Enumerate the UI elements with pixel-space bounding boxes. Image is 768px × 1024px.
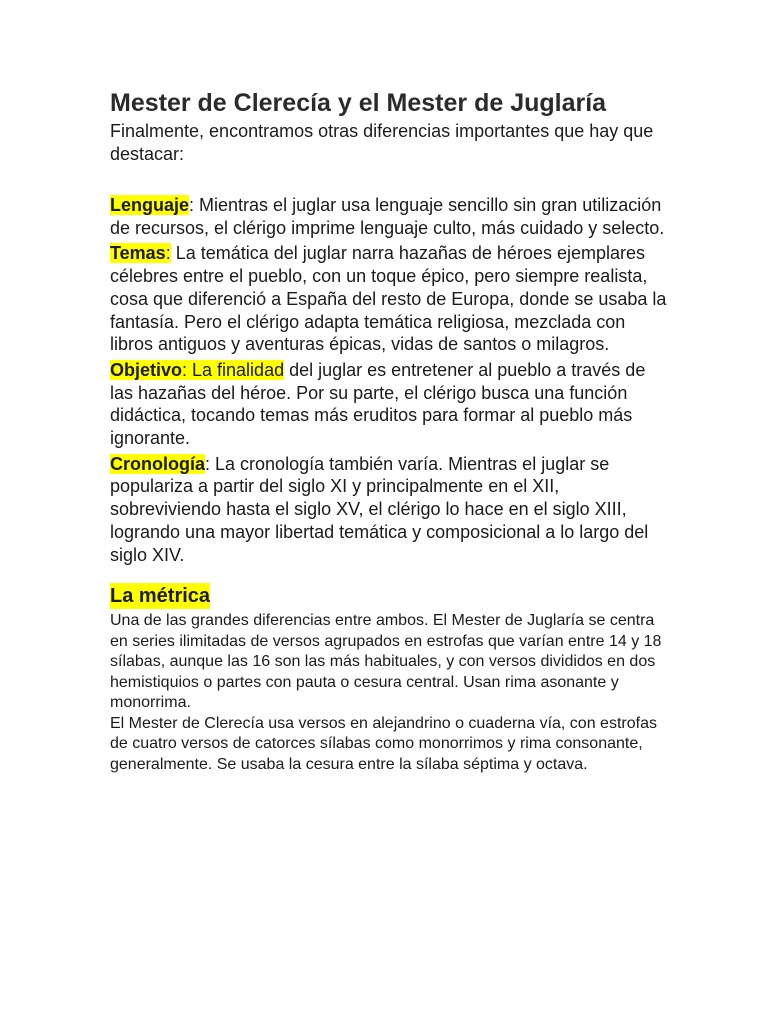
section-objetivo bbox=[110, 359, 670, 450]
term-lenguaje: Lenguaje bbox=[110, 195, 190, 215]
section-lenguaje bbox=[110, 194, 670, 239]
term-temas: Temas bbox=[110, 243, 166, 264]
separator-objetivo: : La finalidad bbox=[182, 359, 285, 380]
text-lenguaje: Mientras el juglar usa lenguaje sencillo sin gran utilización de recursos, el clérigo imprime lenguaje culto, más cuidado y selecto. bbox=[110, 195, 665, 238]
term-objetivo: Objetivo bbox=[110, 359, 183, 380]
metrica-paragraph-clerecia: El Mester de Clerecía usa versos en alejandrino o cuaderna vía, con estrofas de cuatro versos de catorces sílabas como monorrimos y rima consonante, generalmente. Se usaba la cesura entre la sílaba séptima y octava. bbox=[110, 714, 657, 773]
text-cronologia: La cronología también varía. Mientras el juglar se populariza a partir del siglo XI y principalmente en el XII, sobreviviendo hasta el siglo XV, el clérigo lo hace en el siglo XIII, logrando una mayor libertad temática y composicional a lo largo del siglo XIV. bbox=[110, 453, 649, 565]
text-objetivo: del juglar es entretener al pueblo a través de las hazañas del héroe. Por su parte, el clérigo busca una función didáctica, tocando temas más eruditos para formar al pueblo más ignorante. bbox=[110, 359, 646, 449]
intro-paragraph: Finalmente, encontramos otras diferencias importantes que hay que destacar: bbox=[110, 121, 654, 164]
term-cronologia: Cronología bbox=[110, 453, 205, 474]
document-body bbox=[110, 86, 670, 775]
metrica-heading: La métrica bbox=[110, 585, 211, 608]
document-title: Mester de Clerecía y el Mester de Juglaría bbox=[110, 89, 607, 117]
spacer bbox=[110, 166, 670, 194]
metrica-paragraph-juglaria: Una de las grandes diferencias entre ambos. El Mester de Juglaría se centra en series ilimitadas de versos agrupados en estrofas que varían entre 14 y 18 sílabas, aunque las 16 son las más habituales, y con versos divididos en dos hemistiquios o partes con pauta o cesura central. Usan rima asonante y monorrima. bbox=[110, 612, 662, 712]
text-temas: La temática del juglar narra hazañas de héroes ejemplares célebres entre el pueblo, con un toque épico, pero siempre realista, cosa que diferenció a España del resto de Europa, donde se usaba la fantasía. Pero el clérigo adapta temática religiosa, mezclada con libros antiguos y aventuras épicas, vidas de santos o milagros. bbox=[110, 243, 667, 355]
separator-cronologia: : bbox=[205, 453, 211, 474]
separator-temas: : bbox=[165, 243, 171, 264]
section-temas bbox=[110, 242, 670, 356]
separator-lenguaje: : bbox=[189, 195, 195, 215]
section-cronologia bbox=[110, 453, 670, 567]
